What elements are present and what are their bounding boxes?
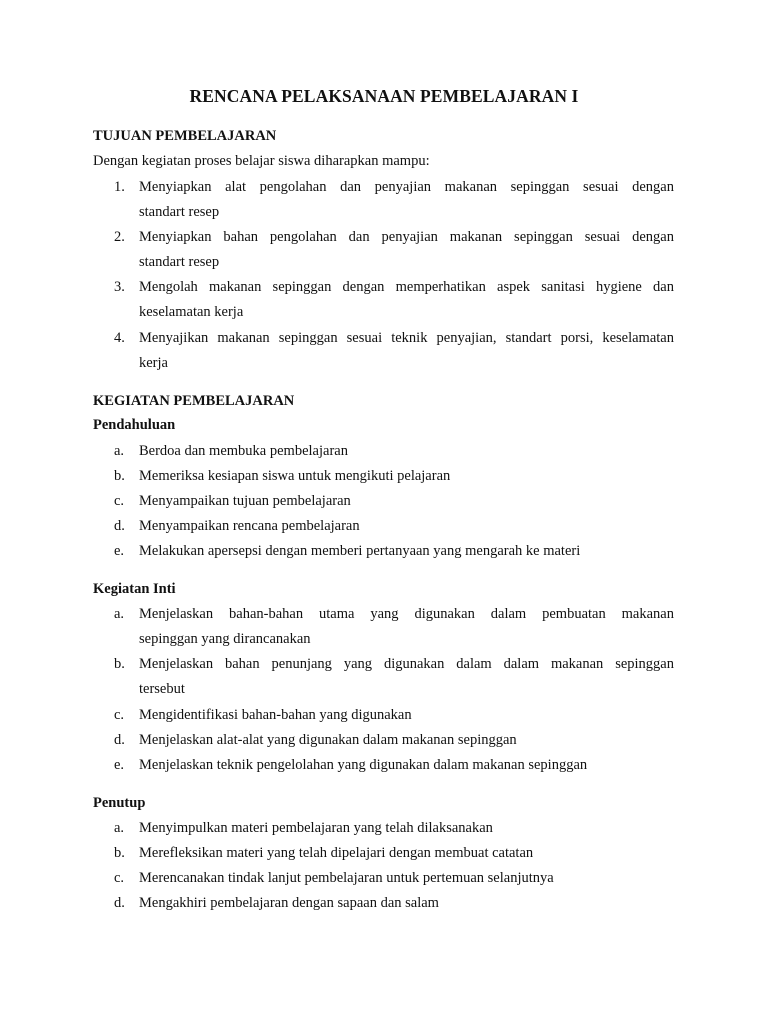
- list-item-text: Menjelaskan teknik pengelolahan yang digunakan dalam makanan sepinggan: [139, 757, 588, 773]
- list-letter: d.: [114, 518, 125, 534]
- list-item-text: Memeriksa kesiapan siswa untuk mengikuti pelajaran: [139, 468, 451, 484]
- section-heading-kegiatan: KEGIATAN PEMBELAJARAN: [93, 393, 295, 409]
- list-item-text: Melakukan apersepsi dengan memberi pertanyaan yang mengarah ke materi: [139, 543, 581, 559]
- section-heading-tujuan: TUJUAN PEMBELAJARAN: [93, 128, 277, 144]
- list-item-text: Berdoa dan membuka pembelajaran: [139, 443, 348, 459]
- list-letter: e.: [114, 543, 125, 559]
- list-letter: b.: [114, 845, 125, 861]
- list-item-line: Menyajikan makanan sepinggan sesuai teknik penyajian, standart porsi, keselamatan: [139, 330, 674, 346]
- list-item-text: Merefleksikan materi yang telah dipelajari dengan membuat catatan: [139, 845, 534, 861]
- subheading-kegiatan-inti: Kegiatan Inti: [93, 581, 176, 597]
- list-letter: d.: [114, 732, 125, 748]
- list-letter: e.: [114, 757, 125, 773]
- document-title: RENCANA PELAKSANAAN PEMBELAJARAN I: [189, 86, 579, 106]
- list-letter: a.: [114, 443, 125, 459]
- list-letter: c.: [114, 870, 125, 886]
- list-item-line: standart resep: [139, 204, 220, 220]
- list-item-text: Menyimpulkan materi pembelajaran yang telah dilaksanakan: [139, 820, 493, 836]
- list-number: 4.: [114, 330, 125, 346]
- tujuan-intro: Dengan kegiatan proses belajar siswa diharapkan mampu:: [93, 153, 430, 169]
- list-letter: b.: [114, 468, 125, 484]
- list-item-line: standart resep: [139, 254, 220, 270]
- list-item-line: Menyiapkan bahan pengolahan dan penyajian makanan sepinggan sesuai dengan: [139, 229, 674, 245]
- list-item-text: Menyampaikan rencana pembelajaran: [139, 518, 360, 534]
- list-item-line: kerja: [139, 355, 168, 371]
- list-letter: c.: [114, 707, 125, 723]
- list-item-line: sepinggan yang dirancanakan: [139, 631, 311, 647]
- list-item-text: Mengakhiri pembelajaran dengan sapaan dan salam: [139, 895, 439, 911]
- list-letter: a.: [114, 820, 125, 836]
- subheading-pendahuluan: Pendahuluan: [93, 417, 176, 433]
- list-letter: a.: [114, 606, 125, 622]
- list-number: 1.: [114, 179, 125, 195]
- list-item-line: Mengolah makanan sepinggan dengan memperhatikan aspek sanitasi hygiene dan: [139, 279, 674, 295]
- list-item-text: Menyampaikan tujuan pembelajaran: [139, 493, 351, 509]
- list-item-line: Menjelaskan bahan-bahan utama yang digunakan dalam pembuatan makanan: [139, 606, 674, 622]
- list-item-text: Menjelaskan alat-alat yang digunakan dalam makanan sepinggan: [139, 732, 517, 748]
- list-item-text: Merencanakan tindak lanjut pembelajaran untuk pertemuan selanjutnya: [139, 870, 554, 886]
- list-item-line: Menyiapkan alat pengolahan dan penyajian makanan sepinggan sesuai dengan: [139, 179, 674, 195]
- list-number: 3.: [114, 279, 125, 295]
- list-item-line: tersebut: [139, 681, 185, 697]
- list-item-text: Mengidentifikasi bahan-bahan yang digunakan: [139, 707, 412, 723]
- subheading-penutup: Penutup: [93, 795, 146, 811]
- list-number: 2.: [114, 229, 125, 245]
- list-item-line: Menjelaskan bahan penunjang yang digunakan dalam dalam makanan sepinggan: [139, 656, 674, 672]
- list-letter: b.: [114, 656, 125, 672]
- list-letter: d.: [114, 895, 125, 911]
- list-item-line: keselamatan kerja: [139, 304, 244, 320]
- list-letter: c.: [114, 493, 125, 509]
